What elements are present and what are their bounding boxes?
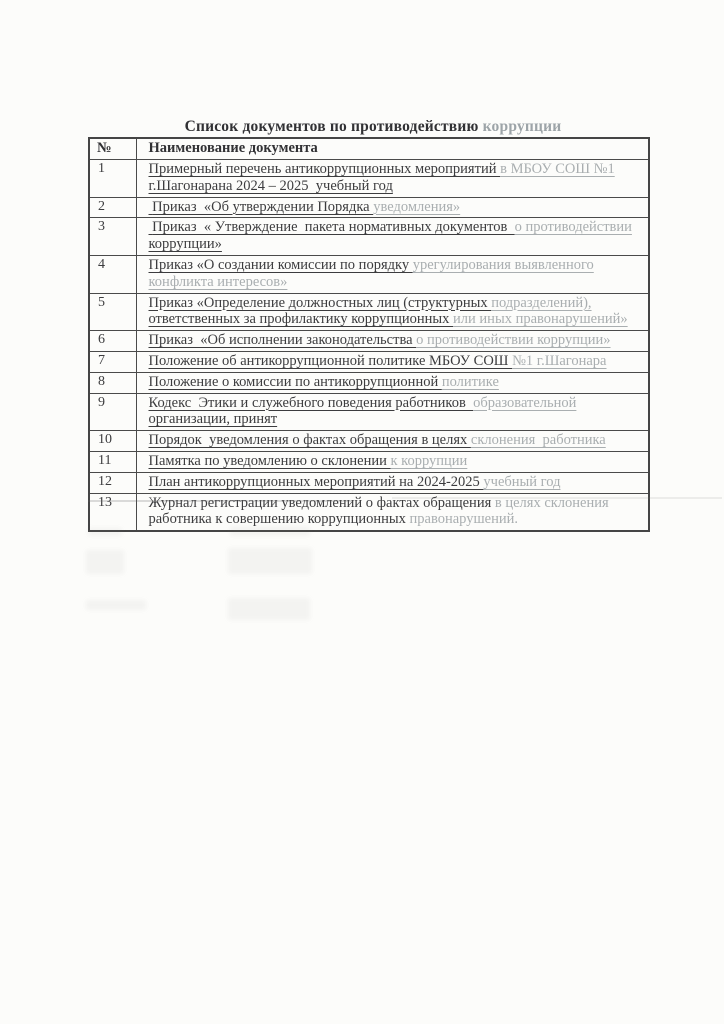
table-row [89,293,649,331]
table-row [89,160,649,198]
title-segment: Список документов по противодействию [184,118,483,135]
col-header-number: № [89,138,136,160]
document-text-segment: подразделений), [491,294,592,311]
document-text-segment: г.Шагонарана 2024 – 2025 учебный год [148,177,393,194]
document-text-segment: в МБОУ СОШ №1 [500,161,615,177]
table-row [89,472,649,493]
row-number: 1 [89,160,136,198]
document-text-segment: о противодействии [514,219,632,236]
document-text-segment: организации, принят [148,411,278,428]
document-text-segment: Примерный перечень антикоррупционных мероприятий [148,161,501,177]
document-text-segment: или иных правонарушений» [453,311,628,328]
document-text-segment: работника к совершению коррупционных [148,511,410,528]
table-row [89,351,649,372]
page-title [92,118,654,136]
scan-artifact [86,600,146,610]
table-row [89,197,649,218]
row-number: 12 [89,472,136,493]
document-link[interactable] [136,351,649,372]
row-number: 11 [89,451,136,472]
table-header-row [89,138,649,160]
document-link[interactable] [136,431,649,452]
document-link[interactable] [136,293,649,331]
document-text-segment: к коррупции [390,452,468,469]
document-text-segment: склонения работника [470,432,606,449]
col-header-name: Наименование документа [136,138,649,160]
document-text-segment: План антикоррупционных мероприятий на 2024-2025 [148,473,484,490]
document-text-segment: в целях склонения [494,494,609,511]
document-text-segment: коррупции» [148,236,222,253]
document-text-segment: №1 г.Шагонара [512,352,607,369]
row-number: 9 [89,393,136,431]
document-text-segment: конфликта интересов» [148,273,288,290]
document-link[interactable] [136,393,649,431]
scan-artifact [228,598,310,620]
document-text-segment: Приказ «О создании комиссии по порядку [148,256,413,273]
document-link[interactable] [136,472,649,493]
row-number: 10 [89,431,136,452]
scan-artifact [86,550,124,574]
row-number: 6 [89,331,136,352]
document-link[interactable] [136,218,649,256]
document-text-segment: урегулирования выявленного [412,256,594,273]
document-text-segment: Журнал регистрации уведомлений о фактах обращения [148,494,495,511]
document-text-segment: ответственных за профилактику коррупционных [148,311,454,328]
document-text-segment: уведомления» [373,198,461,215]
table-row [89,372,649,393]
document-text-segment: Кодекс Этики и служебного поведения работников [148,394,474,411]
document-text-segment: Порядок уведомления о фактах обращения в целях [148,432,471,449]
document-text-segment: Положение об антикоррупционной политике МБОУ СОШ [148,352,513,369]
table-row [89,493,649,531]
row-number: 3 [89,218,136,256]
documents-table [88,137,650,532]
document-link[interactable] [136,372,649,393]
row-number: 8 [89,372,136,393]
scan-artifact [228,548,312,574]
row-number: 7 [89,351,136,372]
document-text-segment: Приказ «Об утверждении Порядка [148,198,374,215]
document-text-segment: образовательной [473,394,577,411]
document-text-segment: Приказ «Об исполнении законодательства [148,332,417,349]
title-segment: коррупции [482,118,562,135]
row-number: 5 [89,293,136,331]
table-row [89,393,649,431]
document-text-segment: политике [441,373,499,390]
document-text-segment: Приказ «Определение должностных лиц (структурных [148,294,492,311]
document-text-segment: правонарушений. [409,511,518,528]
document-text-segment: Приказ « Утверждение пакета нормативных документов [148,219,515,236]
document-text-segment: учебный год [483,473,561,490]
row-number: 13 [89,493,136,531]
table-row [89,255,649,293]
document-text [136,493,649,531]
document-link[interactable] [136,331,649,352]
document-text-segment: Положение о комиссии по антикоррупционной [148,373,442,390]
document-link[interactable] [136,255,649,293]
table-row [89,218,649,256]
document-link[interactable] [136,451,649,472]
row-number: 4 [89,255,136,293]
table-row [89,451,649,472]
table-row [89,331,649,352]
document-link[interactable] [136,197,649,218]
document-text-segment: Памятка по уведомлению о склонении [148,452,391,469]
document-link[interactable] [136,160,649,198]
document-text-segment: о противодействии коррупции» [416,332,611,349]
table-row [89,431,649,452]
row-number: 2 [89,197,136,218]
